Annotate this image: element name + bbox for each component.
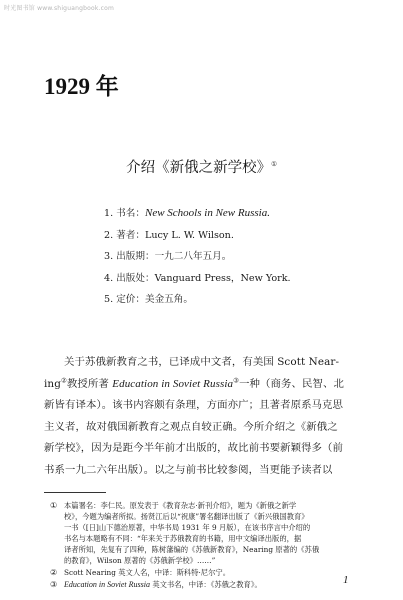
title-footnote-ref[interactable]: ① [271, 160, 277, 169]
metadata-value: 一九二八年五月。 [154, 251, 232, 262]
footnote-line: 书名与本题略有不同：“年来关于苏俄教育的书籍，用中文编译出版的，据 [64, 534, 302, 543]
footnote-line: 本篇署名：李仁民。原发表于《教育杂志·新刊介绍》，题为《新俄之新学 [64, 501, 297, 510]
body-line: 新学校》，因为是距今半年前才出版的，故比前书要新颖得多（前 [44, 442, 344, 455]
footnote-text [64, 500, 370, 566]
footnote-2 [50, 567, 370, 578]
book-title-italic: Education in Soviet Russia [64, 580, 150, 589]
footnote-number: ③ [50, 580, 58, 589]
body-line: 关于苏俄新教育之书，已译成中文者，有美国 Scott Near- [64, 356, 340, 368]
chapter-year-heading: 1929 年 [44, 74, 119, 99]
metadata-label: 2. 著者： [104, 229, 145, 241]
footnote-line [64, 579, 370, 590]
body-line [44, 374, 368, 396]
footnote-line: Scott Nearing 英文人名，中译：斯科特·尼尔宁。 [64, 568, 230, 577]
footnote-divider [44, 492, 106, 493]
metadata-label: 4. 出版处： [104, 272, 155, 284]
body-text: 教授所著 [66, 377, 113, 390]
footnote-text [64, 567, 370, 578]
book-metadata-list [104, 203, 291, 311]
metadata-value: Vanguard Press，New York. [154, 272, 291, 284]
metadata-value: New Schools in New Russia. [144, 207, 270, 219]
metadata-label: 5. 定价： [104, 294, 145, 305]
metadata-label: 1. 书名： [104, 208, 145, 219]
metadata-item-date [104, 246, 291, 268]
footnote-line: 校》，今题为编者所拟。扬贤江后以“祝康”署名翻译出版了《新兴俄国教育》 [64, 512, 309, 521]
metadata-item-publisher [104, 268, 291, 290]
metadata-item-title [104, 203, 291, 225]
footnote-text-rest: 英文书名，中译：《苏俄之教育》。 [150, 580, 262, 589]
metadata-value: 美金五角。 [144, 294, 193, 305]
article-title [0, 156, 403, 177]
body-text: 一种（商务、民智、北 [239, 377, 344, 390]
metadata-label: 3. 出版期： [104, 251, 155, 262]
article-title-text: 介绍《新俄之新学校》 [126, 160, 272, 176]
body-paragraph [44, 352, 368, 482]
body-line: 主义者，故对俄国新教育之观点自较正确。今所介绍之《新俄之 [44, 420, 338, 433]
metadata-value: Lucy L. W. Wilson. [144, 229, 234, 241]
footnote-line: 译者所知，先复有了四种，陈树藩编的《苏俄新教育》，Nearing 原著的《苏俄 [64, 545, 320, 554]
body-line: 新皆有译本）。该书内容颇有条理，方面亦广；且著者原系马克思 [44, 399, 344, 412]
footnote-line: 的教育》，Wilson 原著的《苏俄新学校》……” [64, 556, 216, 565]
footnote-number: ② [50, 568, 58, 577]
footnote-ref-3[interactable]: ③ [233, 376, 240, 385]
footnote-3 [50, 579, 370, 590]
metadata-item-author [104, 225, 291, 247]
footnote-1 [50, 500, 370, 566]
body-line: 书系一九二六年出版）。以之与前书比较参阅，当更能予读者以 [44, 463, 333, 476]
book-title-italic: Education in Soviet Russia [112, 377, 234, 390]
footnote-line: 一书（[日]山下德治原著，中华书局 1931 年 9 月版），在该书序言中介绍的 [64, 523, 311, 532]
body-text: ing [44, 377, 61, 390]
footnote-number: ① [50, 501, 58, 510]
footnote-ref-2[interactable]: ② [60, 376, 67, 385]
page-number: 1 [343, 574, 349, 586]
metadata-item-price [104, 289, 291, 311]
watermark-text: 时光图书馆 www.shiguangbook.com [4, 5, 115, 12]
footnote-text [64, 579, 370, 590]
